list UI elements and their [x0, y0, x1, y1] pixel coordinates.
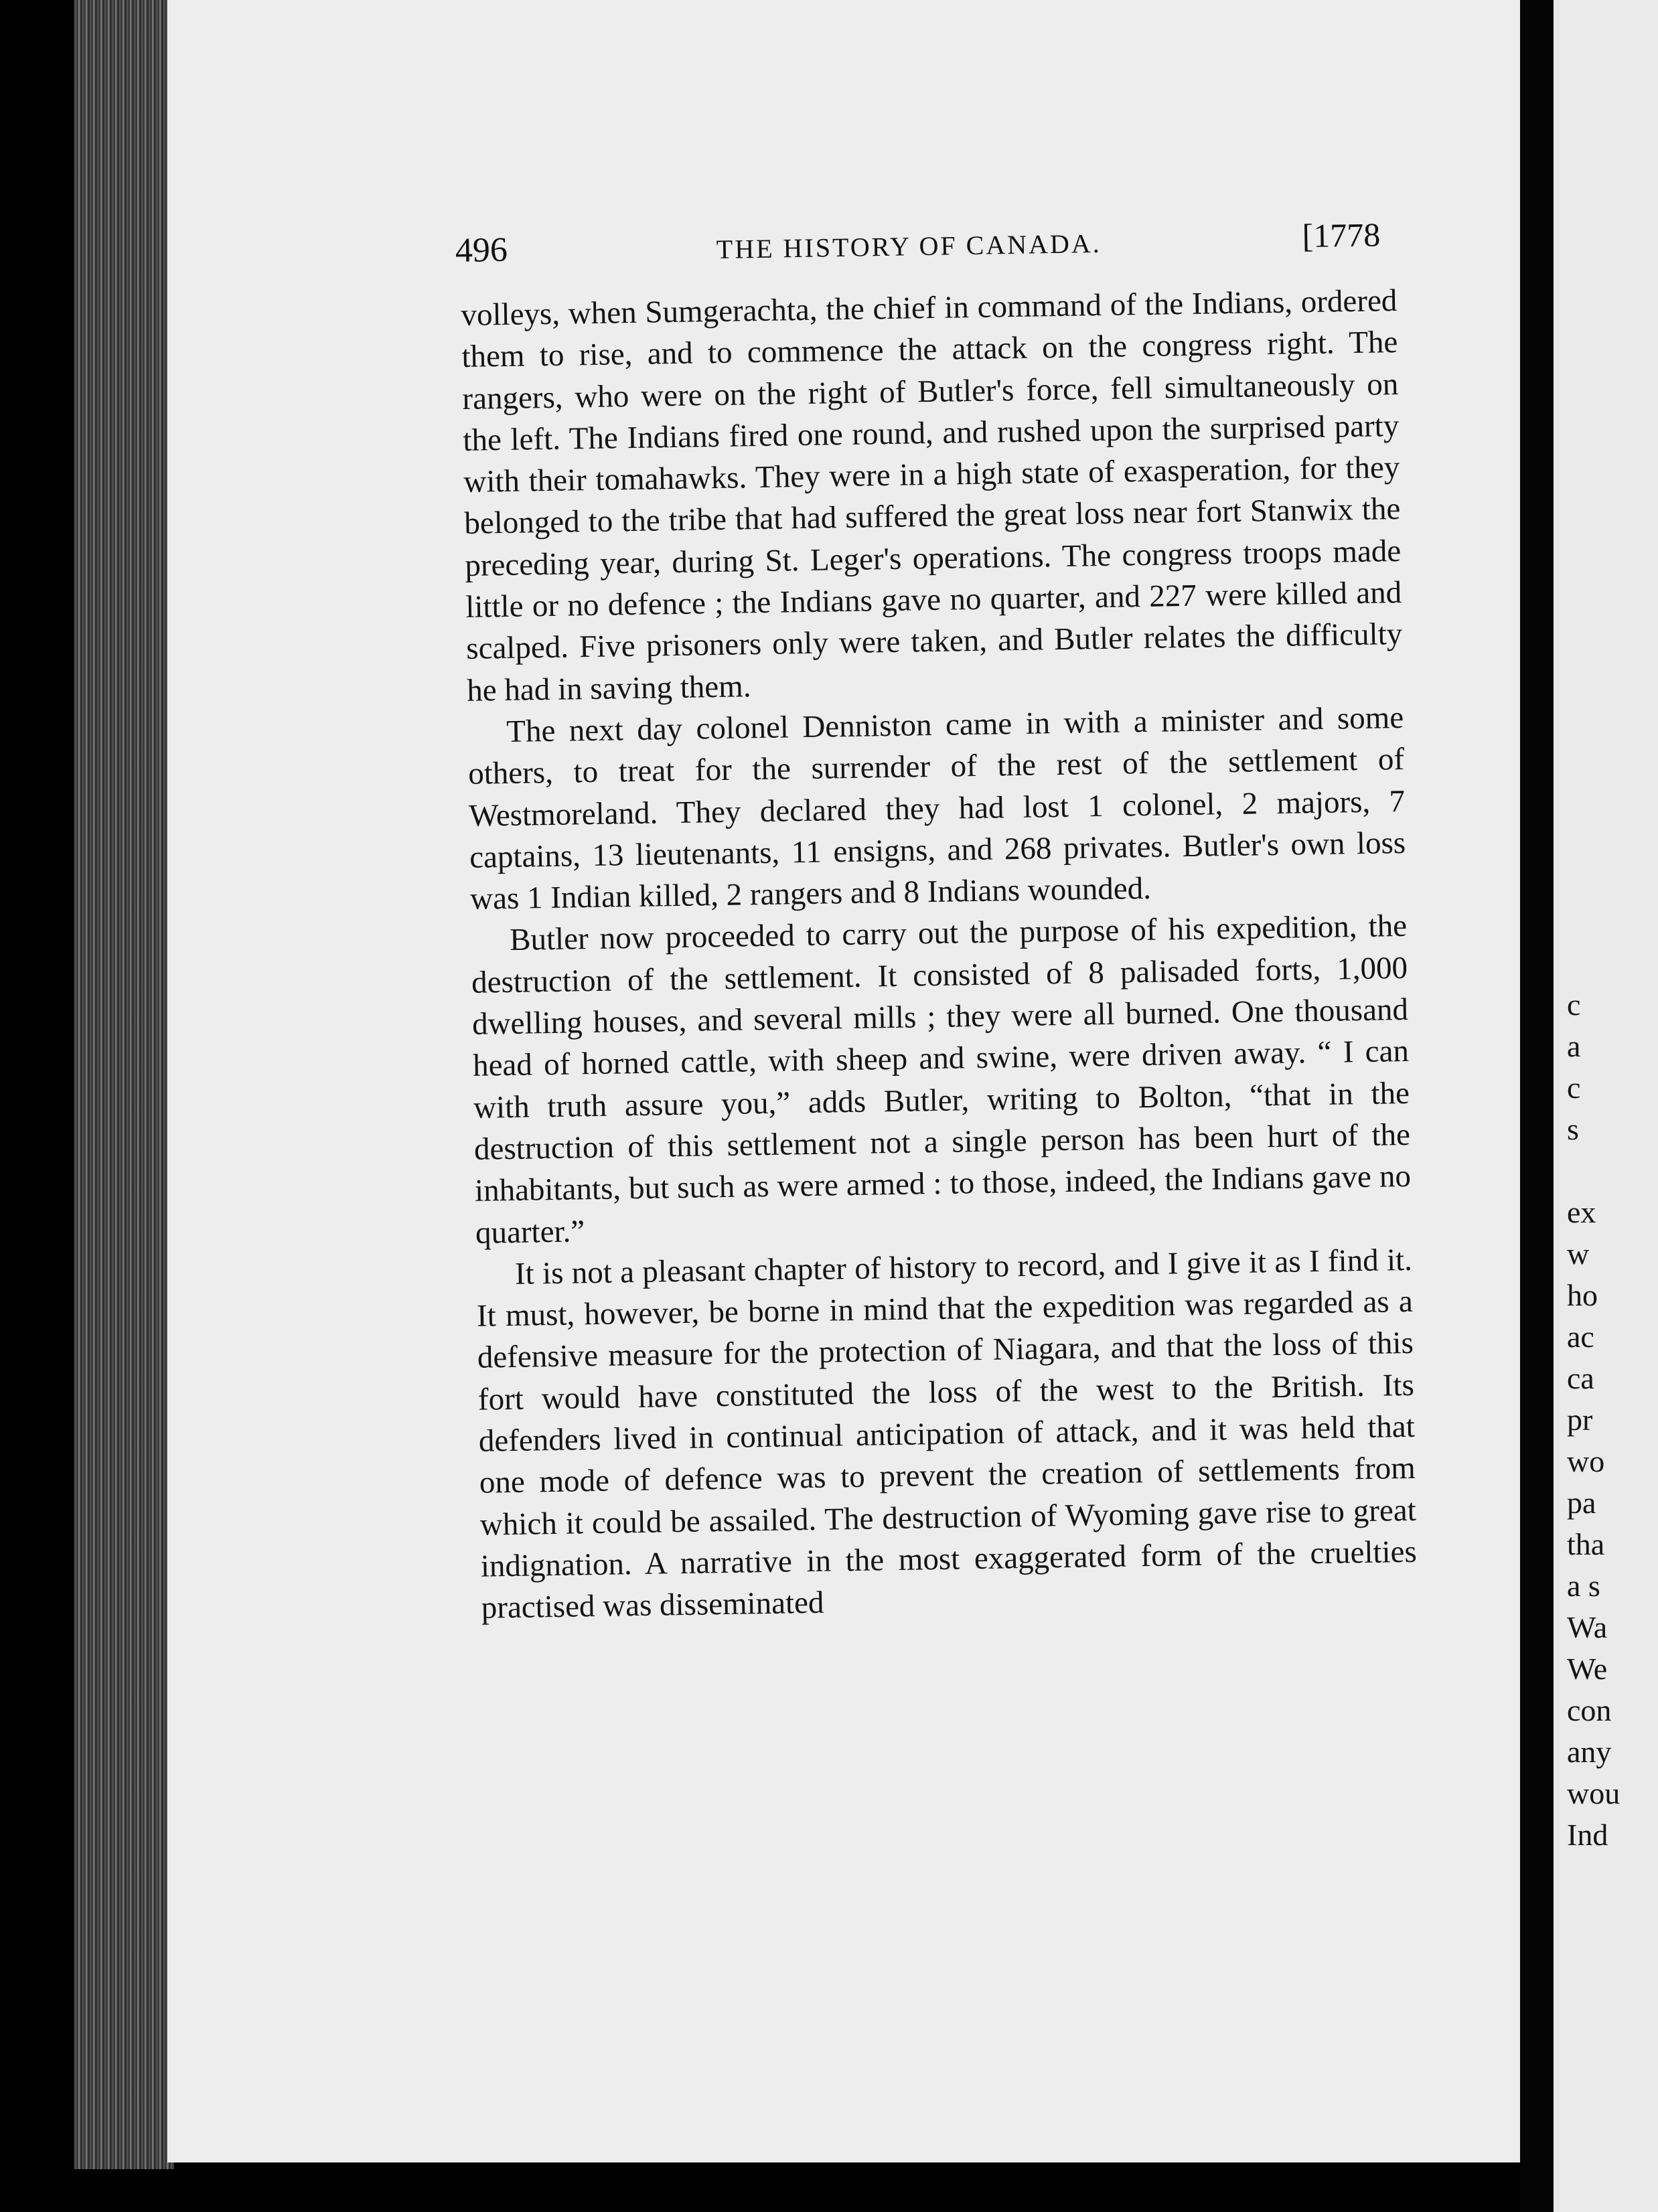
fragment-line: con: [1567, 1693, 1612, 1727]
fragment-line: Ind: [1567, 1818, 1608, 1852]
fragment-line: w: [1567, 1237, 1590, 1271]
fragment-line: s: [1567, 1112, 1579, 1146]
page-edges: [74, 0, 174, 2169]
facing-page-edge: [1554, 0, 1658, 2212]
book-gutter: [1520, 0, 1554, 2212]
paragraph: The next day colonel Denniston came in with a minister and some others, to treat for the surrender of the rest of the settlement of Westmoreland. They declared they had lost 1 colonel, 2 majors, 7 captains, 13 lieutenants, 11 ensigns, and 268 privates. Butler's own loss was 1 Indian killed, 2 rangers and 8 Indians wounded.: [467, 700, 1406, 917]
paragraph: Butler now proceeded to carry out the purpose of his expedition, the destruction of the settlement. It consisted of 8 palisaded forts, 1,000 dwelling houses, and several mills ; they were all burned. One thousand head of horned cattle, with sheep and swine, were driven away. “ I can with truth assure you,” adds Butler, writing to Bolton, “that in the destruction of this settlement not a single person has been hurt of the inhabitants, but such as were armed : to those, indeed, the Indians gave no quarter.”: [471, 908, 1412, 1251]
year-marker: [1778: [1302, 216, 1381, 255]
body-text: [461, 280, 1418, 1629]
fragment-line: wo: [1567, 1444, 1605, 1478]
fragment-line: pa: [1567, 1486, 1596, 1520]
fragment-line: a s: [1567, 1569, 1600, 1603]
facing-page-fragments: [1567, 984, 1658, 1856]
fragment-line: pr: [1567, 1403, 1593, 1437]
fragment-line: We: [1567, 1652, 1608, 1686]
fragment-line: ho: [1567, 1278, 1598, 1312]
fragment-line: ex: [1567, 1195, 1596, 1229]
fragment-line: tha: [1567, 1527, 1605, 1561]
running-title: THE HISTORY OF CANADA.: [716, 228, 1102, 264]
fragment-line: any: [1567, 1735, 1612, 1769]
fragment-line: Wa: [1567, 1610, 1608, 1644]
page-number: 496: [455, 230, 508, 270]
fragment-line: c: [1567, 1071, 1581, 1105]
paragraph: It is not a pleasant chapter of history to record, and I give it as I find it. It must, however, be borne in mind that the expedition was regarded as a defensive measure for the protection of Niagara, and that the loss of this fort would have constituted the loss of the west to the British. Its defenders lived in continual anticipation of attack, and it was held that one mode of defence was to prevent the creation of settlements from which it could be assailed. The destruction of Wyoming gave rise to great indignation. A narrative in the most exaggerated form of the cruelties practised was disseminated: [476, 1242, 1418, 1626]
paragraph: volleys, when Sumgerachta, the chief in command of the Indians, ordered them to rise, and to commence the attack on the congress right. The rangers, who were on the right of Butler's force, fell simultaneously on the left. The Indians fired one round, and rushed upon the surprised party with their tomahawks. They were in a high state of exasperation, for they belonged to the tribe that had suffered the great loss near fort Stanwix the preceding year, during St. Leger's operations. The congress troops made little or no defence ; the Indians gave no quarter, and 227 were killed and scalped. Five prisoners only were taken, and Butler relates the difficulty he had in saving them.: [461, 283, 1403, 708]
fragment-line: [1567, 1150, 1658, 1192]
fragment-line: ca: [1567, 1361, 1594, 1395]
fragment-line: a: [1567, 1029, 1581, 1063]
fragment-line: c: [1567, 988, 1581, 1022]
fragment-line: ac: [1567, 1320, 1594, 1354]
fragment-line: wou: [1567, 1776, 1621, 1810]
